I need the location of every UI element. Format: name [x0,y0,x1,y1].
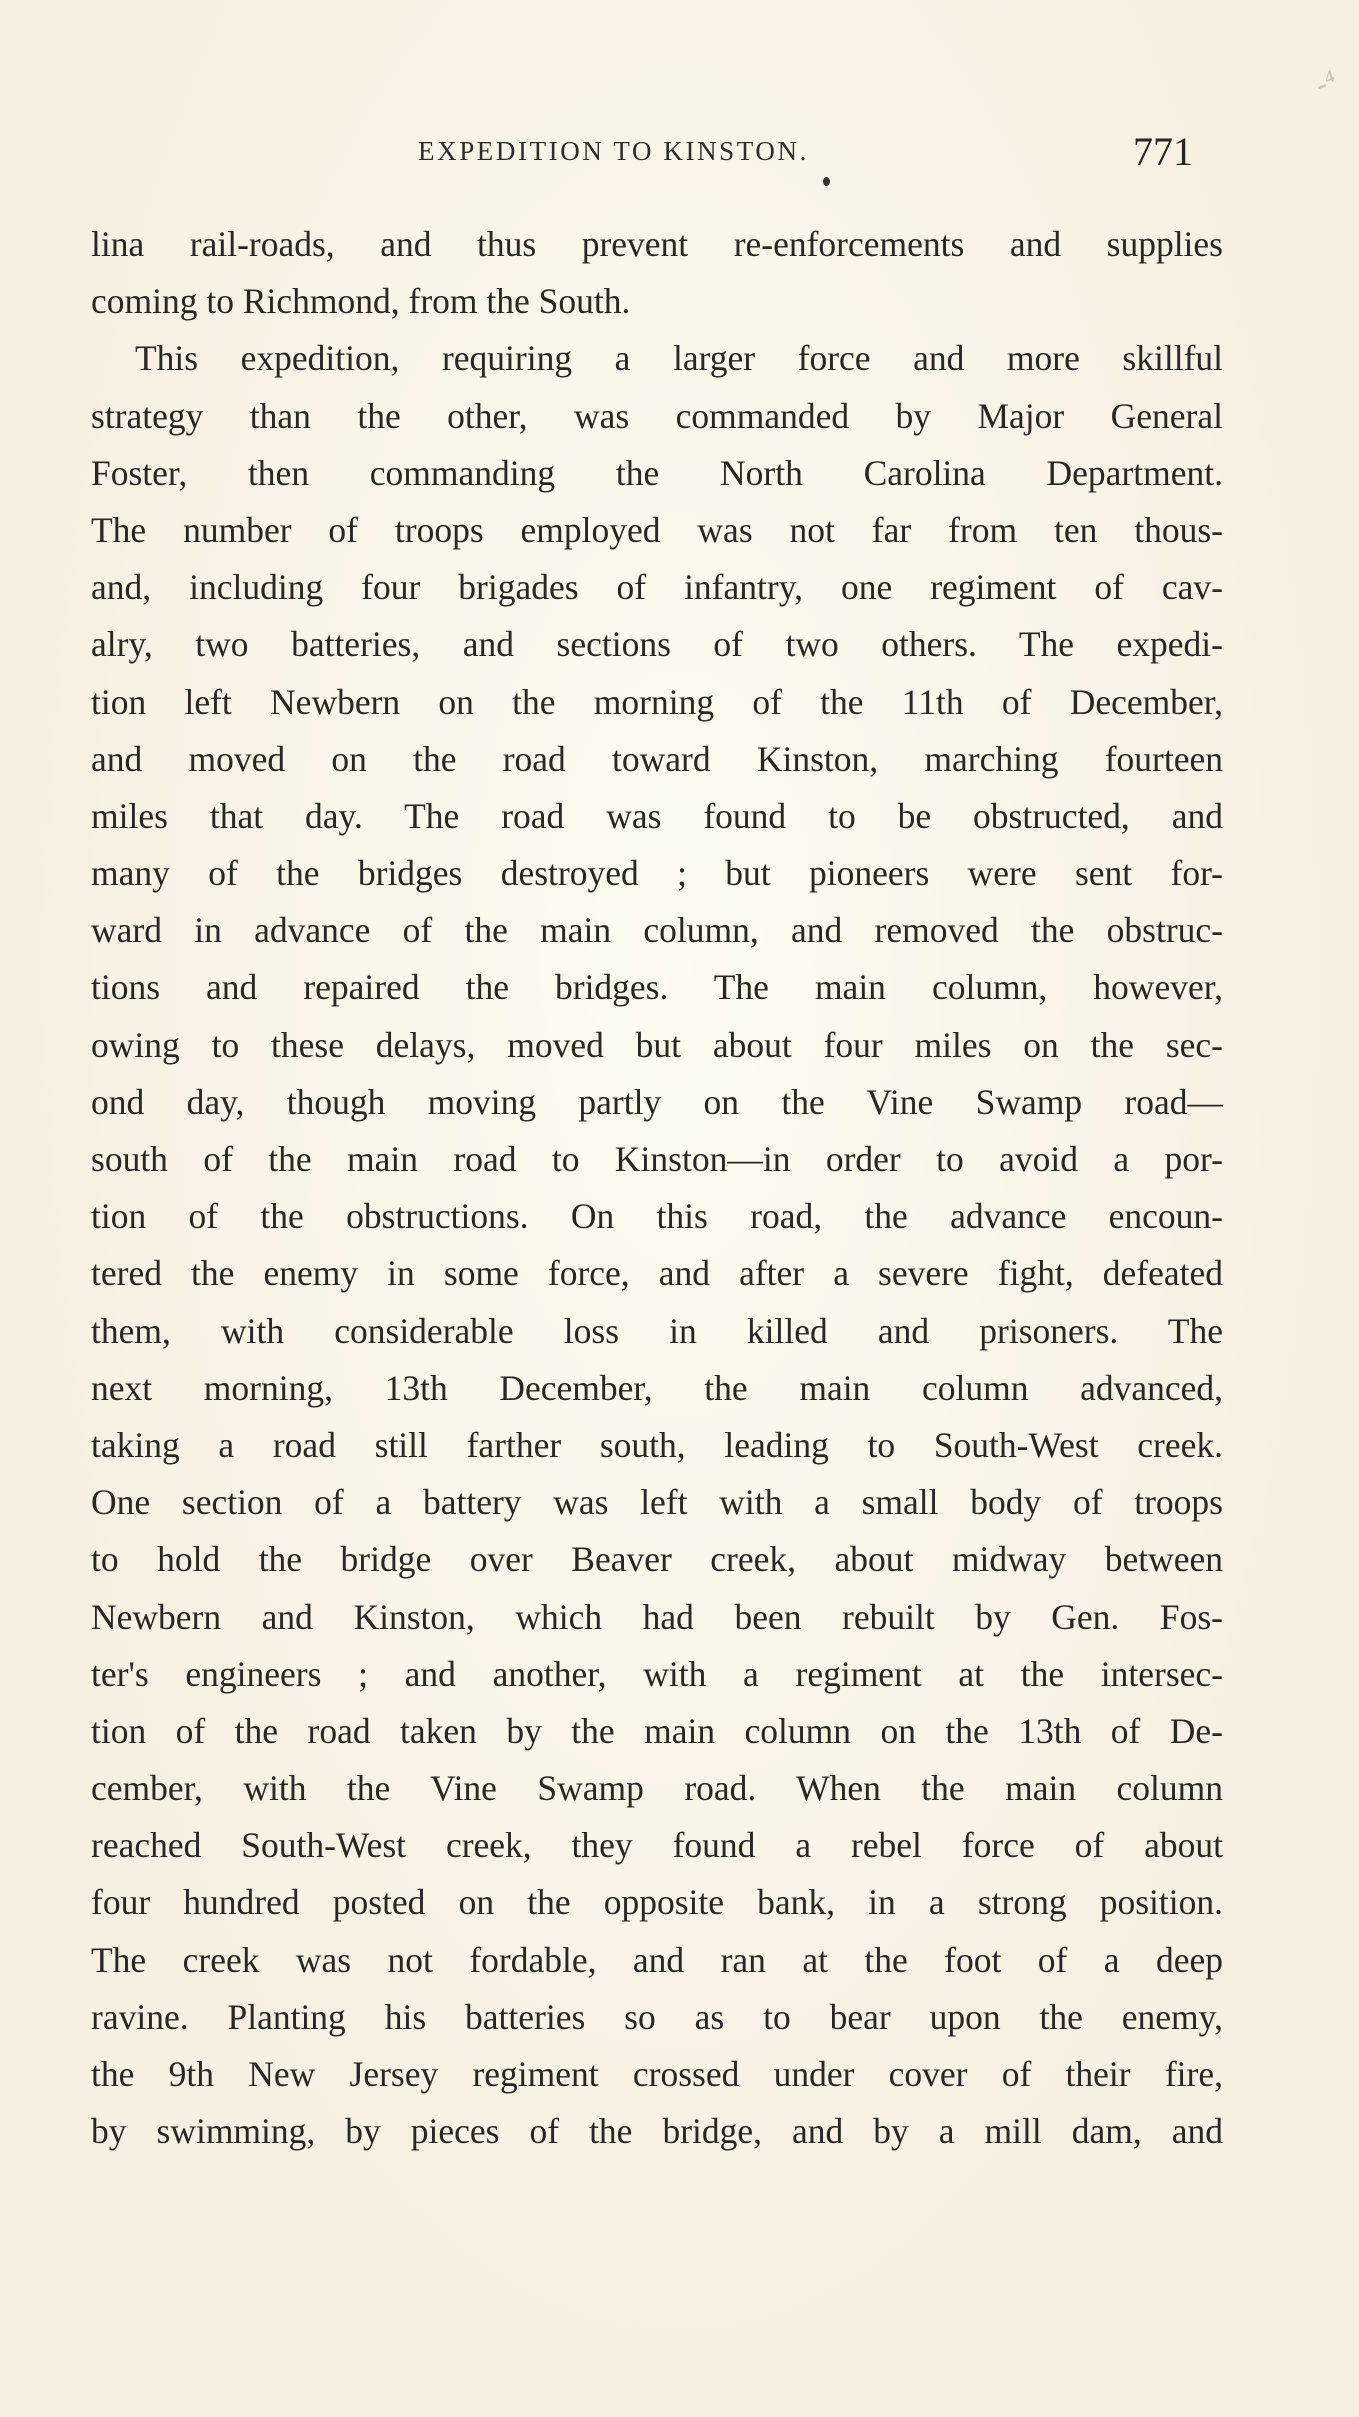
text-line: strategy than the other, was commanded by Major General [91,395,1223,436]
text-line: next morning, 13th December, the main column advanced, [91,1367,1223,1408]
running-head: EXPEDITION TO KINSTON. [418,136,809,166]
text-line: and, including four brigades of infantry, one regiment of cav- [91,567,1223,608]
text-line: One section of a battery was left with a small body of troops [91,1482,1223,1523]
text-line: Newbern and Kinston, which had been rebuilt by Gen. Fos- [91,1596,1223,1637]
text-line: by swimming, by pieces of the bridge, and by a mill dam, and [91,2111,1223,2152]
text-line: taking a road still farther south, leading to South-West creek. [91,1424,1223,1465]
corner-ink-mark: -⁴ [1310,63,1342,102]
text-line: alry, two batteries, and sections of two others. The expedi- [91,624,1223,665]
text-line: ravine. Planting his batteries so as to bear upon the enemy, [91,1996,1223,2037]
text-line: south of the main road to Kinston—in order to avoid a por- [91,1139,1223,1179]
body-text [91,216,1223,2160]
text-line: tions and repaired the bridges. The main column, however, [91,967,1223,1008]
text-line: tered the enemy in some force, and after a severe fight, defeated [91,1253,1223,1294]
text-line: coming to Richmond, from the South. [91,281,631,322]
text-line: tion of the obstructions. On this road, the advance encoun- [91,1196,1223,1237]
text-line: ond day, though moving partly on the Vine Swamp road— [91,1081,1223,1122]
text-line: them, with considerable loss in killed and prisoners. The [91,1310,1223,1351]
text-line: Foster, then commanding the North Carolina Department. [91,452,1223,493]
text-line: four hundred posted on the opposite bank, in a strong position. [91,1882,1223,1923]
text-line: owing to these delays, moved but about four miles on the sec- [91,1024,1223,1065]
text-line: to hold the bridge over Beaver creek, about midway between [91,1539,1223,1580]
text-line: tion left Newbern on the morning of the 11th of December, [91,681,1223,722]
text-line: tion of the road taken by the main column on the 13th of De- [91,1710,1223,1751]
text-line: lina rail-roads, and thus prevent re-enforcements and supplies [91,224,1223,264]
page-header [0,128,1359,178]
text-line: reached South-West creek, they found a rebel force of about [91,1825,1223,1866]
text-line: miles that day. The road was found to be obstructed, and [91,795,1223,836]
text-line: The number of troops employed was not far from ten thous- [91,509,1223,550]
text-line: ter's engineers ; and another, with a regiment at the intersec- [91,1653,1223,1694]
text-line: the 9th New Jersey regiment crossed under cover of their fire, [91,2054,1223,2094]
text-line: cember, with the Vine Swamp road. When the main column [91,1768,1223,1809]
text-line: This expedition, requiring a larger force and more skillful [135,338,1223,379]
page-number: 771 [1133,129,1193,174]
text-line: ward in advance of the main column, and removed the obstruc- [91,910,1223,951]
text-line: many of the bridges destroyed ; but pioneers were sent for- [91,853,1223,894]
ink-speck [823,177,830,186]
text-line: The creek was not fordable, and ran at the foot of a deep [91,1939,1223,1980]
text-line: and moved on the road toward Kinston, marching fourteen [91,738,1223,779]
